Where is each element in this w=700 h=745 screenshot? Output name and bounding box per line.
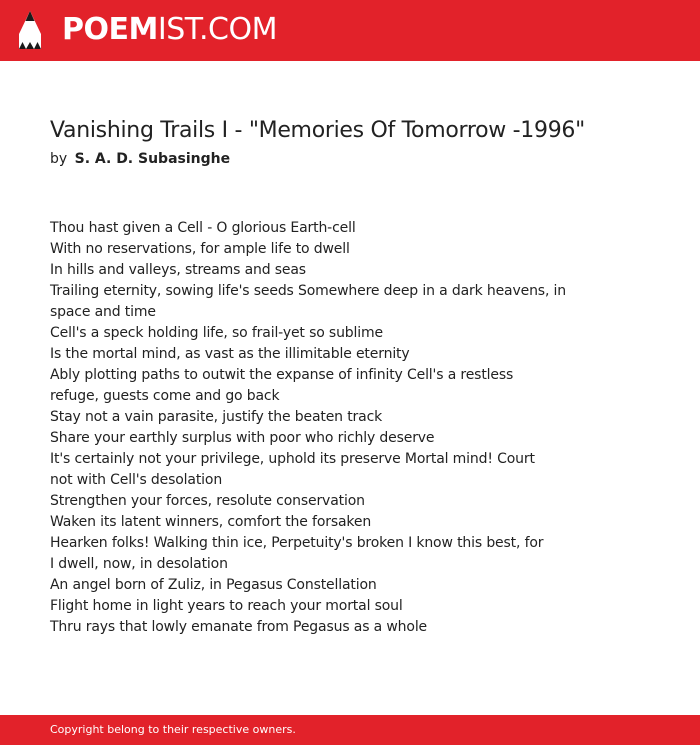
poem-byline: [50, 148, 230, 170]
poem-line: With no reservations, for ample life to dwell: [50, 241, 350, 257]
poem-title: Vanishing Trails I - "Memories Of Tomorrow -1996": [50, 118, 585, 143]
author-name: S. A. D. Subasinghe: [74, 151, 231, 167]
poem-line: Trailing eternity, sowing life's seeds Somewhere deep in a dark heavens, in: [50, 283, 567, 299]
logo-text-bold: POEM: [62, 12, 158, 47]
site-header: [0, 0, 700, 61]
copyright-notice: Copyright belong to their respective owners.: [50, 723, 296, 736]
poem-line: Cell's a speck holding life, so frail-yet so sublime: [50, 325, 383, 341]
poem-line: Share your earthly surplus with poor who richly deserve: [50, 430, 435, 446]
poem-line: Waken its latent winners, comfort the forsaken: [50, 514, 372, 530]
pencil-tip-icon[interactable]: [17, 10, 43, 52]
poem-body: [50, 218, 650, 638]
poem-line: I dwell, now, in desolation: [50, 556, 228, 572]
poem-line: Flight home in light years to reach your mortal soul: [50, 598, 403, 614]
poem-line: It's certainly not your privilege, uphold its preserve Mortal mind! Court: [50, 451, 535, 467]
poem-line: Ably plotting paths to outwit the expanse of infinity Cell's a restless: [50, 367, 514, 383]
poem-line: Is the mortal mind, as vast as the illimitable eternity: [50, 346, 410, 362]
poem-line: An angel born of Zuliz, in Pegasus Constellation: [50, 577, 377, 593]
by-label: by: [50, 151, 68, 167]
poem-line: In hills and valleys, streams and seas: [50, 262, 306, 278]
poem-line: Strengthen your forces, resolute conservation: [50, 493, 365, 509]
poem-line: Thru rays that lowly emanate from Pegasus as a whole: [50, 619, 428, 635]
poem-line: not with Cell's desolation: [50, 472, 223, 488]
poem-line: Thou hast given a Cell - O glorious Earth-cell: [50, 220, 356, 236]
poem-line: refuge, guests come and go back: [50, 388, 280, 404]
logo-text-light: IST.COM: [157, 12, 277, 47]
site-footer: [0, 715, 700, 745]
poem-line: Stay not a vain parasite, justify the beaten track: [50, 409, 383, 425]
site-logo[interactable]: [62, 12, 277, 48]
poem-line: space and time: [50, 304, 156, 320]
poem-line: Hearken folks! Walking thin ice, Perpetuity's broken I know this best, for: [50, 535, 544, 551]
